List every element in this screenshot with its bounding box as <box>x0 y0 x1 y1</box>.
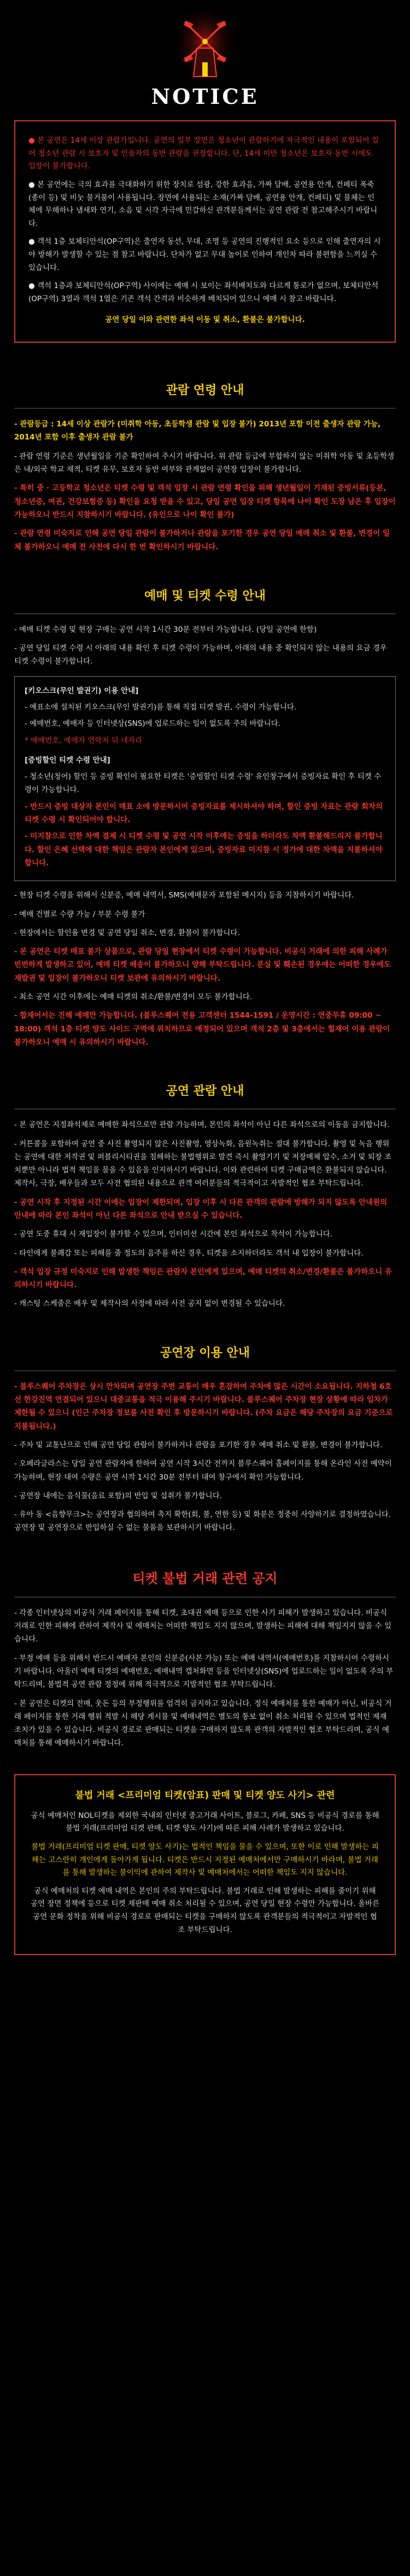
resale-box <box>14 1774 396 1956</box>
age-section <box>14 381 396 554</box>
venue-line: - 유아 동 <음향무크>는 공연장과 협의하여 촉지 확한(회, 불, 연한 등) 및 화분은 정중히 사양하기로 결정하였습니다. 공연장 및 공연장으로 반입하실 수 없는 물품을 보관하시기 바랍니다. <box>14 1510 391 1533</box>
ticket-intro: - 공연 당일 티켓 수령 시 아래의 내용 확인 후 티켓 수령이 가능하며, 아래의 내용 중 확인되지 않는 내용의 요금 경우 티켓 수령이 불가합니다. <box>14 644 387 666</box>
viewing-line: - 타인에게 불쾌감 또는 피해를 줄 정도의 음주를 하신 경우, 티켓을 소지하더라도 객석 내 입장이 불가합니다. <box>14 1248 364 1258</box>
notice-line: ● 객석 1층과 보체티안석(OP구역) 사이에는 예매 시 보이는 좌석배치도와 다르게 통로가 없으며, 보체티안석(OP구역) 3열과 객석 1열은 기존 객석 간격과 비슷하게 배치되어 있으니 예매 시 참고 바랍니다. <box>28 281 379 303</box>
notice-line: ● 객석 1층 보체티안석(OP구역)은 출연자 동선, 무대, 조명 등 공연의 진행적인 요소 등으로 인해 출연자의 시야 방해가 발생할 수 있는 점 참고 바랍니다. 단차가 없고 무대 높이로 인하여 개인차 따라 불편함을 느끼실 수 있습니다. <box>28 237 381 272</box>
age-line: - 관람 연령 기준은 생년월일을 기준 확인하여 주시기 바랍니다. 위 관람 등급에 부합하지 않는 미취학 아동 및 초등학생은 내/외국 학교 재적, 티켓 유무, 보호자 동반 여부와 관계없이 공연장 입장이 불가합니다. <box>14 451 395 474</box>
illegal-line: - 각종 인터넷상의 비공식 거래 페이지를 통해 티켓, 초대권 예매 등으로 인한 사기 피해가 발생하고 있습니다. 비공식 거래로 인한 피해에 관하여 제작사 및 예매처는 어떠한 책임도 지지 않으며, 발생하는 피해에 대해 책임지지 않을 수 있습니다. <box>14 1608 392 1644</box>
kiosk-line: - 예매번호, 예매자 등 인터넷상(SNS)에 업로드하는 일이 없도록 주의 바랍니다. <box>25 719 281 729</box>
viewing-line: - 공연 도중 휴대 시 재입장이 불가할 수 있으며, 인터미션 시간에 본인 좌석으로 착석이 가능합니다. <box>14 1230 333 1239</box>
ticket-line: - 최소 공연 시간 이후에는 예매 티켓의 취소/환불/변경이 모두 불가합니다. <box>14 993 253 1002</box>
viewing-line: - 커튼콜을 포함하여 공연 중 사진 촬영되지 않은 사진촬영, 영상녹화, 음원녹취는 절대 불가합니다. 촬영 및 녹음 행위는 공연에 대한 저작권 및 퍼블리시티권을 침해하는 불법행위로 발견 즉시 촬영기기 및 저장매체 압수, 소거 및 퇴장 조치뿐만 아니라 법적 책임을 물을 수 있음을 인지하시기 바랍니다. 이와 관련하여 티켓 구매금액은 환불되지 않습니다. 제작사, 극장, 배우들과 모두 사전 협의된 내용으로 관객 여러분들의 적극적이고 자발적인 협조 부탁드립니다. <box>14 1139 392 1188</box>
age-title: 관람 연령 안내 <box>166 384 244 398</box>
ticket-title: 예매 및 티켓 수령 안내 <box>144 589 266 603</box>
section-divider <box>14 613 396 614</box>
notice-line: ● 본 공연에는 극의 효과를 극대화하기 위한 장치로 섬광, 강한 효과음, 가짜 담배, 공연용 안개, 컨페티 폭죽(종이 등) 및 비눗 물거품이 사용됩니다. 장면에 사용되는 소재(가짜 담배, 공연용 안개, 컨페티) 및 물체는 인체에 무해하나 냄새와 연기, 소음 및 시각 자극에 민감하신 관객분들께서는 공연 관람 전 참고해주시기 바랍니다. <box>28 180 378 228</box>
section-divider <box>14 408 396 409</box>
kiosk-note: * 예매번호, 예매자 연락처 뒤 네자리 <box>25 736 143 745</box>
viewing-section <box>14 1082 396 1311</box>
notice-final: 공연 당일 이와 관련한 좌석 이동 및 취소, 환불은 불가합니다. <box>105 315 305 324</box>
resale-line: 불법 거래(프리미엄 티켓 판매, 티켓 양도 사기)는 법적인 책임을 물을 수 있으며, 또한 이로 인해 발생하는 피해는 고스란히 개인에게 돌아가게 됩니다. 티켓은 반드시 지정된 예매처에서만 구매하시기 바라며, 불법 거래를 통해 발생하는 불이익에 관하여 제작사 및 예매처에서는 어떠한 책임도 지지 않습니다. <box>31 1842 379 1877</box>
illegal-line: - 부정 예매 등을 위해서 반드시 예매자 본인의 신분증(사본 가능) 또는 예매 내역서(예매번호)를 지참하시어 수령하시기 바랍니다. 아울러 예매 티켓의 예매번호, 예매내역 캡처화면 등을 인터넷상(SNS)에 업로드하는 일이 없도록 주의 부탁드리며, 불법적 공연 관람 정정에 위해 적극적으로 지발적인 협조 부탁드립니다. <box>14 1653 394 1689</box>
venue-line: - 공연장 내에는 음식물(음료 포함)의 반입 및 섭취가 불가합니다. <box>14 1491 222 1500</box>
illegal-title: 티켓 불법 거래 관련 공지 <box>132 1570 278 1586</box>
page-title: NOTICE <box>151 84 259 109</box>
discount-line: - 반드시 증빙 대상자 본인이 매표 소에 방문하시어 증빙자료를 제시하셔야 하며, 할인 증빙 자료는 관람 회차의 티켓 수령 시 확인되어야 합니다. <box>25 802 383 825</box>
resale-line: 공식 예매처의 티켓 예매 내역은 본인의 주의 부탁드립니다. 불법 거래로 인해 발생하는 피해를 줄이기 위해 공연 장면 정책에 등으로 티켓 재판매 예매 취소 처리될 수 있으며, 공연 당일 현장 수령만 가능합니다. 올바른 공연 문화 정착을 위해 비공식 경로로 판매되는 티켓을 구매하지 않도록 관객분들의 적극적이고 자발적인 협조 부탁드립니다. <box>31 1886 380 1934</box>
viewing-line: - 캐스팅 스케줄은 배우 및 제작사의 사정에 따라 사전 공지 없이 변경될 수 있습니다. <box>14 1299 285 1308</box>
age-line: - 관람 연령 미숙지로 인해 공연 당일 관람이 불가하거나 관람을 포기한 경우 공연 당일 예매 취소 및 환불, 변경이 일체 불가하오니 예매 전 사전에 다시 한 번 확인하시기 바랍니다. <box>14 529 390 551</box>
section-divider <box>14 1597 396 1598</box>
illegal-line: - 본 공연은 티켓의 전매, 웃돈 등의 부정행위를 엄격히 금지하고 있습니다. 정식 예매처를 통한 예매가 아닌, 비공식 거래 페이지를 통한 거래 행위 적발 시 해당 게시물 및 예매내역은 별도의 통보 없이 취소 처리될 수 있으며 법적인 제재 조치가 있을 수 있습니다. 비공식 경로로 판매되는 티켓을 구매하지 않도록 관객의 자발적인 협조 부탁드리며, 공식 예매처를 통해 예매하시기 바랍니다. <box>14 1699 392 1748</box>
discount-line: - 미지참으로 인한 차액 결제 시 티켓 수령 및 공연 시작 이후에는 증빙을 하더라도 차액 환불해드리지 불가합니다. 할인 은혜 선택에 대한 책임은 관람자 본인에게 있으며, 증빙자료 미지참 시 정가에 대한 차액을 지불하셔야 합니다. <box>25 832 383 867</box>
resale-title: 불법 거래 <프리미엄 티켓(암표) 판매 및 티켓 양도 사기> 관련 <box>75 1789 335 1801</box>
notice-box <box>14 120 396 343</box>
age-line: - 관람등급 : 14세 이상 관람가 (미취학 아동, 초등학생 관람 및 입장 불가) 2013년 포함 이전 출생자 관람 가능, 2014년 포함 이후 출생자 관람 불가 <box>14 420 381 442</box>
ticket-info-box <box>14 676 396 882</box>
resale-line: 공식 예매처인 NOL티켓을 제외한 국내외 인터넷 중고거래 사이트, 블로그, 카페, SNS 등 비공식 경로를 통해 불법 거래(프리미엄 티켓 판매, 티켓 양도 사기)에 따른 피해 사례가 발생하고 있습니다. <box>31 1811 379 1833</box>
kiosk-heading: [키오스크(무인 발권기) 이용 안내] <box>25 686 139 695</box>
ticket-intro: - 예매 티켓 수령 및 현장 구매는 공연 시작 1시간 30분 전부터 가능합니다. (당일 공연에 한함) <box>14 625 317 634</box>
header <box>0 0 410 115</box>
viewing-line: - 본 공연은 지정좌석제로 예매한 좌석으로만 관람 가능하며, 본인의 좌석이 아닌 다른 좌석으로의 이동을 금지합니다. <box>14 1120 390 1130</box>
age-line: - 특히 중 · 고등학교 청소년은 티켓 수령 및 객석 입장 시 관람 연령 확인을 위해 생년월일이 기재된 증빙서류(등본, 청소년증, 여권, 건강보험증 등) 확인을 요청 받을 수 있고, 당일 공연 입장 티켓 항목에 나이 확인 도장 남은 후 입장이 가능하오니 반드시 지참하시기 바랍니다. (유인으로 나이 확인 불가) <box>14 484 396 519</box>
ticket-line: - 합재어서는 진해 예매만 가능합니다. (블루스퀘어 전용 고객센터 1544-1591 / 운영시간 : 연중무휴 09:00 ~ 18:00) 객석 1층 티켓 양도 사이드 구역에 위치하므로 예정되어 있으며 객석 2층 및 3층에서는 힐재어 이용 관람이 불가하오니 예매 시 유의하시기 바랍니다. <box>14 1011 390 1047</box>
notice-line: ● 본 공연은 14세 이상 관람가입니다. 공연의 일부 장면은 청소년이 관람하기에 자극적인 내용이 포함되어 있어 청소년 관람 시 보호자 및 인솔자의 동반 관람을 권장합니다. 단, 14세 미만 청소년은 보호자 동반 시에도 입장이 불가합니다. <box>28 136 379 171</box>
section-divider <box>14 1370 396 1371</box>
ticket-line: - 본 공연은 티켓 매표 불가 상품으로, 관람 당일 현장에서 티켓 수령이 가능합니다. 비공식 거래에 의한 피해 사례가 빈번하게 발생하고 있어, 예매 티켓 배송이 불가하오니 양해 부탁드립니다. 분실 및 훼손된 경우에는 어떠한 경우에도 재발권 및 입장이 불가하오니 티켓 보관에 유의하시기 바랍니다. <box>14 947 391 983</box>
venue-line: - 블루스퀘어 주차장은 상시 만차되며 공연장 주변 교통이 매우 혼잡하여 주차에 많은 시간이 소요됩니다. 지하철 6호선 한강진역 연결되어 있으니 대중교통을 적극 이용해 주시기 바랍니다. 블루스퀘어 주차장 현장 상황에 따라 입차가 제한될 수 있으니 (인근 주차장 정보를 사전 확인 후 방문하시기 바랍니다. (주차 요금은 해당 주차장의 요금 기준으로 지불됩니다.) <box>14 1382 393 1431</box>
illegal-section <box>14 1568 396 1750</box>
ticket-line: - 예매 건별로 수량 가능 / 부분 수령 불가 <box>14 909 145 919</box>
venue-title: 공연장 이용 안내 <box>160 1346 250 1360</box>
discount-line: - 청소년(청어) 할인 등 증빙 확인이 필요한 티켓은 '증빙할인 티켓 수령' 유인창구에서 증빙자료 확인 후 티켓 수령이 가능합니다. <box>25 772 382 795</box>
ticket-line: - 현장에서는 할인율 변경 및 공연 당일 취소, 변경, 환불이 불가합니다. <box>14 928 240 937</box>
discount-heading: [증빙할인 티켓 수령 안내] <box>25 755 110 765</box>
section-divider <box>14 1108 396 1110</box>
viewing-title: 공연 관람 안내 <box>166 1084 244 1099</box>
viewing-line: - 공연 시작 후 지정된 시간 이에는 입장이 제한되며, 입장 이후 시 다른 관객의 관람에 방해가 되지 않도록 안내원의 안내에 따라 본인 좌석이 아닌 다른 좌석으로 안내 받으실 수 있습니다. <box>14 1198 388 1220</box>
viewing-line: - 객석 입장 규정 미숙지로 인해 발생한 책임은 관람자 본인에게 있으며, 예매 티켓의 취소/변경/환불은 불가하오니 유의하시기 바랍니다. <box>14 1267 392 1290</box>
venue-line: - 오페라글라스는 당일 공연 관람자에 한하여 공연 시작 3시간 전까지 블루스퀘어 홀페이지를 통해 온라인 사전 예약이 가능하며, 현장 대여 수량은 공연 시작 1시간 30분 전부터 대여 창구에서 확인 가능합니다. <box>14 1459 392 1482</box>
venue-section <box>14 1343 396 1535</box>
kiosk-line: - 예표소에 설치된 키오스크(무인 발권기)를 통해 직접 티켓 발권, 수령이 가능합니다. <box>25 702 297 712</box>
ticket-line: - 현장 티켓 수령을 위해서 신분증, 예매 내역서, SMS(예매문자 포함된 메시지) 등을 지참하시기 바랍니다. <box>14 891 354 900</box>
windmill-logo-icon <box>175 10 235 81</box>
ticket-section <box>14 586 396 1049</box>
venue-line: - 주차 및 교통난으로 인해 공연 당일 관람이 불가하거나 관람을 포기한 경우 예매 취소 및 환불, 변경이 불가합니다. <box>14 1440 383 1450</box>
